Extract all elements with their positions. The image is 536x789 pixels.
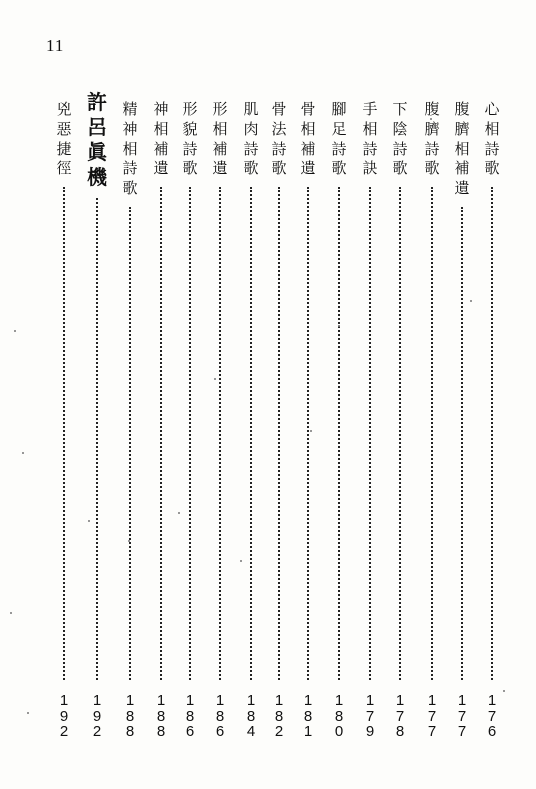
toc-entry-page: 1 9 2 — [92, 691, 102, 741]
dot-leader — [369, 187, 371, 680]
toc-entry-title: 許 呂 眞 機 — [87, 90, 107, 189]
scan-speck — [178, 512, 180, 514]
scan-speck — [10, 612, 12, 614]
scan-speck — [22, 452, 24, 454]
toc-entry — [267, 100, 291, 740]
dot-leader — [160, 187, 162, 680]
page-number: 11 — [46, 36, 65, 55]
dot-leader — [461, 207, 463, 680]
scan-speck — [310, 430, 312, 432]
toc-entry — [358, 100, 382, 740]
toc-entry-title: 骨 相 補 遺 — [300, 100, 316, 178]
dot-leader — [491, 187, 493, 680]
scan-speck — [338, 325, 340, 327]
toc-entry — [118, 100, 142, 740]
toc-entry-title: 精 神 相 詩 歌 — [122, 100, 138, 198]
dot-leader — [63, 187, 65, 680]
toc-entry-title: 腹 臍 詩 歌 — [424, 100, 440, 178]
scan-speck — [240, 560, 242, 562]
toc-entry-page: 1 7 8 — [395, 691, 405, 741]
dot-leader — [307, 187, 309, 680]
scan-speck — [430, 118, 432, 120]
dot-leader — [96, 198, 98, 680]
toc-entry-page: 1 8 8 — [125, 691, 135, 741]
toc-entry — [450, 100, 474, 740]
toc-entry-title: 下 陰 詩 歌 — [392, 100, 408, 178]
toc-entry-title: 神 相 補 遺 — [153, 100, 169, 178]
scan-speck — [27, 712, 29, 714]
scan-speck — [88, 520, 90, 522]
toc-entry — [239, 100, 263, 740]
toc-entry-page: 1 7 9 — [365, 691, 375, 741]
toc-entry-page: 1 8 4 — [246, 691, 256, 741]
toc-entry-title: 肌 肉 詩 歌 — [243, 100, 259, 178]
toc-entry — [327, 100, 351, 740]
toc-entry — [480, 100, 504, 740]
dot-leader — [338, 187, 340, 680]
toc-entry-page: 1 7 6 — [487, 691, 497, 741]
dot-leader — [278, 187, 280, 680]
toc-entry-page: 1 7 7 — [457, 691, 467, 741]
toc-section-heading — [83, 90, 111, 740]
dot-leader — [399, 187, 401, 680]
toc-entry-title: 手 相 詩 訣 — [362, 100, 378, 178]
toc-entry — [388, 100, 412, 740]
toc-entry-page: 1 8 0 — [334, 691, 344, 741]
toc-entry-title: 形 貌 詩 歌 — [182, 100, 198, 178]
toc-entry-title: 腳 足 詩 歌 — [331, 100, 347, 178]
dot-leader — [431, 187, 433, 680]
dot-leader — [189, 187, 191, 680]
toc-entry-title: 骨 法 詩 歌 — [271, 100, 287, 178]
dot-leader — [250, 187, 252, 680]
toc-entry-title: 心 相 詩 歌 — [484, 100, 500, 178]
toc-entry — [420, 100, 444, 740]
scan-speck — [128, 540, 130, 542]
scan-speck — [214, 378, 216, 380]
toc-entry-page: 1 8 2 — [274, 691, 284, 741]
toc-entry — [208, 100, 232, 740]
toc-entry-title: 兇 惡 捷 徑 — [56, 100, 72, 178]
toc-entry-page: 1 7 7 — [427, 691, 437, 741]
toc-entry-page: 1 8 8 — [156, 691, 166, 741]
toc-entry-title: 形 相 補 遺 — [212, 100, 228, 178]
toc-entry-page: 1 8 1 — [303, 691, 313, 741]
toc-entry-page: 1 8 6 — [215, 691, 225, 741]
toc-entry-page: 1 9 2 — [59, 691, 69, 741]
toc-entry — [178, 100, 202, 740]
dot-leader — [219, 187, 221, 680]
toc-entry — [296, 100, 320, 740]
scan-speck — [503, 690, 505, 692]
toc-entry-title: 腹 臍 相 補 遺 — [454, 100, 470, 198]
toc-entry — [149, 100, 173, 740]
dot-leader — [129, 207, 131, 680]
scan-speck — [470, 300, 472, 302]
toc-entry — [52, 100, 76, 740]
toc-entry-page: 1 8 6 — [185, 691, 195, 741]
scan-speck — [14, 330, 16, 332]
